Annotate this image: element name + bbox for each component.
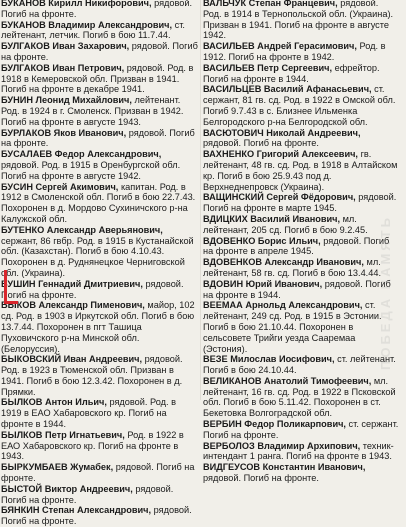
record-text: рядовой. Погиб на фронте. [203,138,319,149]
record-name: БЫСТОЙ Виктор Андреевич, [1,483,133,494]
record-entry [1,182,198,225]
record-text: рядовой. Погиб на фронте. [203,473,319,484]
record-text: ст. лейтенант. Погиб в бою 24.10.44. [203,354,396,376]
record-name: БУЛГАКОВ Иван Петрович, [1,62,125,73]
record-name: ВАХНЕНКО Григорий Алексеевич, [203,149,358,160]
right-column [203,0,399,484]
record-entry [1,225,198,279]
record-entry [203,419,399,441]
record-name: БЫКОВ Александр Пименович, [1,300,145,311]
record-text: Род. в 1922 в ЕАО Хабаровского кр. Погиб на фронте в 1943. [1,429,184,462]
record-text: рядовой. Погиб на фронте в марте 1945. [203,192,397,214]
record-entry [1,300,198,354]
record-name: ВЕРБИН Федор Поликарпович, [203,419,346,430]
record-text: рядовой. Погиб на фронте в 1944. [203,278,391,300]
record-name: ВИДГЕУСОВ Константин Иванович, [203,462,366,473]
record-name: БУРЛАКОВ Яков Иванович, [1,127,127,138]
record-entry [1,63,198,95]
record-text: рядовой. Погиб на фронте в апреле 1945. [203,235,390,257]
record-entry [203,214,399,236]
record-text: ст. сержант. Погиб на фронте. [203,419,399,440]
record-entry [203,354,399,376]
record-name: БУКАНОВ Кирилл Никифорович, [1,0,152,8]
record-entry [203,441,399,463]
record-text: рядовой. Погиб на фронте. [1,127,195,149]
record-entry [1,505,198,527]
record-name: БУШИН Геннадий Дмитриевич, [1,278,143,289]
record-name: ВЕЛИКАНОВ Анатолий Тимофеевич, [203,375,372,386]
red-corner-marker [4,270,18,304]
record-name: БУНИН Леонид Михайлович, [1,95,132,106]
record-name: ВЕРБОЛОЗ Владимир Архипович, [203,440,361,451]
left-column [1,0,198,527]
record-text: рядовой. Погиб на фронте. [1,41,198,62]
record-text: Род. в 1912. Погиб на фронте в 1942. [203,41,386,62]
record-name: ВАСЮТОВИЧ Николай Андреевич, [203,127,361,138]
record-name: БЫРКУМБАЕВ Жумабек, [1,462,114,473]
record-name: ВАЛЬЧУК Степан Францевич, [203,0,338,8]
record-entry [203,236,399,258]
record-text: мл. лейтенант, 58 гв. сд. Погиб в бою 13.4.44. [203,257,382,278]
record-text: майор, 102 сд. Род. в 1903 в Иркутской обл. Погиб в бою 13.7.44. Похоронен в пгт Ташица Пуховичского р-на Минской обл. (Белоруссия). [1,300,195,354]
record-entry [203,128,399,150]
record-entry [203,0,399,41]
record-text: рядовой. Погиб на фронте. [1,483,174,505]
record-name: ВДОВЕНКО Борис Ильич, [203,235,321,246]
record-name: БУСАЛАЕВ Федор Александрович, [1,149,162,160]
record-name: БУЛГАКОВ Иван Захарович, [1,41,130,52]
record-entry [203,300,399,354]
record-name: ВДОВЕНКОВ Александр Иванович, [203,257,364,268]
record-entry [1,149,198,181]
record-entry [203,192,399,214]
record-text: рядовой. Род. в 1914 в Тернопольской обл. (Украина). Призван в 1941. Погиб на фронте в августе 1942. [203,0,394,41]
record-text: рядовой. Погиб на фронте. [1,278,184,300]
record-text: ст. сержант, 81 гв. сд. Род. в 1922 в Омской обл. Погиб 9.7.43 в с. Близнее Ильменка Белгородского р-на Белгородской обл. [203,84,396,127]
record-entry [203,462,399,484]
record-entry [203,279,399,301]
record-entry [1,279,198,301]
record-text: сержант, 86 гвбр. Род. в 1915 в Кустанайской обл. (Казахстан). Погиб в бою 4.10.43. Похоронен в д. Руднянецкое Черниговской обл. (Украина). [1,235,194,278]
record-text: гв. лейтенант, 48 гв. сд. Род. в 1918 в Алтайском кр. Погиб в бою 25.9.43 под д. Верхнеднепровск (Украина). [203,149,398,192]
record-entry [1,354,198,397]
record-name: БУКАНОВ Владимир Александрович, [1,19,173,30]
record-text: рядовой. Род. в 1915 в Оренбургской обл. Погиб на фронте в августе 1942. [1,159,181,181]
record-entry [203,41,399,63]
record-text: ст. лейтенант, 249 сд. Род. в 1915 в Эстонии. Погиб в бою 21.10.44. Похоронен в сельсовете Трийги уезда Сааремаа (Эстония). [203,300,382,354]
record-entry [1,20,198,42]
record-entry [203,376,399,419]
record-text: рядовой. Погиб на фронте. [1,505,192,527]
record-text: капитан. Род. в 1912 в Смоленской обл. Погиб в бою 22.7.43. Похоронен в д. Мордово Сухиничского р-на Калужской обл. [1,181,196,224]
record-entry [1,462,198,484]
record-text: лейтенант. Род. в 1924 в г. Смоленск. Призван в 1942. Погиб на фронте в августе 1943. [1,95,184,127]
record-name: ВДИЦКИХ Василий Иванович, [203,213,341,224]
record-name: ВАСИЛЬЕВ Андрей Герасимович, [203,41,357,52]
record-entry [1,95,198,127]
record-text: рядовой. Род. в 1918 в Кемеровской обл. Призван в 1941. Погиб на фронте в декабре 1941. [1,62,194,95]
record-name: ВЕЗЕ Милослав Иосифович, [203,354,335,365]
record-entry [1,41,198,63]
record-name: БУСИН Сергей Акимович, [1,181,119,192]
column-divider [200,0,201,400]
record-name: БЫЛКОВ Петр Игнатьевич, [1,429,125,440]
record-text: мл. лейтенант, 16 гв. сд. Род. в 1922 в Псковской обл. Погиб в бою 5.11.42. Похоронен в ст. Бекетовка Волгоградской обл. [203,375,396,419]
record-name: БЫЛКОВ Антон Ильич, [1,397,107,408]
record-entry [203,84,399,127]
record-entry [1,0,198,20]
record-text: рядовой. Род. в 1919 в ЕАО Хабаровского кр. Погиб на фронте в 1944. [1,397,177,430]
record-text: рядовой. Погиб на фронте. [1,462,195,484]
record-name: БУТЕНКО Александр Аверьянович, [1,224,163,235]
record-name: ВАСИЛЬЕВ Петр Сергеевич, [203,62,333,73]
record-text: техник-интендант 1 ранга. Погиб на фронте в 1943. [203,440,394,462]
record-text: ст. лейтенант, летчик. Погиб в бою 11.7.44. [1,19,185,41]
record-name: ВАСИЛЬЦЕВ Василий Афанасьевич, [203,84,372,95]
watermark: ПОБЕДА ПАМЯТЬ [378,215,393,370]
record-name: БЫКОВСКИЙ Иван Андреевич, [1,354,143,365]
record-entry [1,128,198,150]
record-name: ВАЩИНСКИЙ Сергей Фёдорович, [203,192,356,203]
record-name: ВЕЕМАА Арнольд Александрович, [203,300,363,311]
record-entry [1,484,198,506]
record-entry [203,63,399,85]
record-text: рядовой. Погиб на фронте. [1,0,193,19]
record-entry [1,397,198,429]
record-entry [203,149,399,192]
record-name: БЯНКИН Степан Александрович, [1,505,152,516]
record-text: ефрейтор. Погиб на фронте в 1944. [203,62,380,84]
record-entry [203,257,399,279]
record-name: ВДОВИН Юрий Иванович, [203,278,323,289]
record-entry [1,430,198,462]
record-text: мл. лейтенант, 205 сд. Погиб в бою 9.2.45. [203,213,368,235]
record-text: рядовой. Род. в 1923 в Тюменской обл. Призван в 1941. Погиб в бою 12.3.42. Похоронен в д. Прямки. [1,354,183,397]
